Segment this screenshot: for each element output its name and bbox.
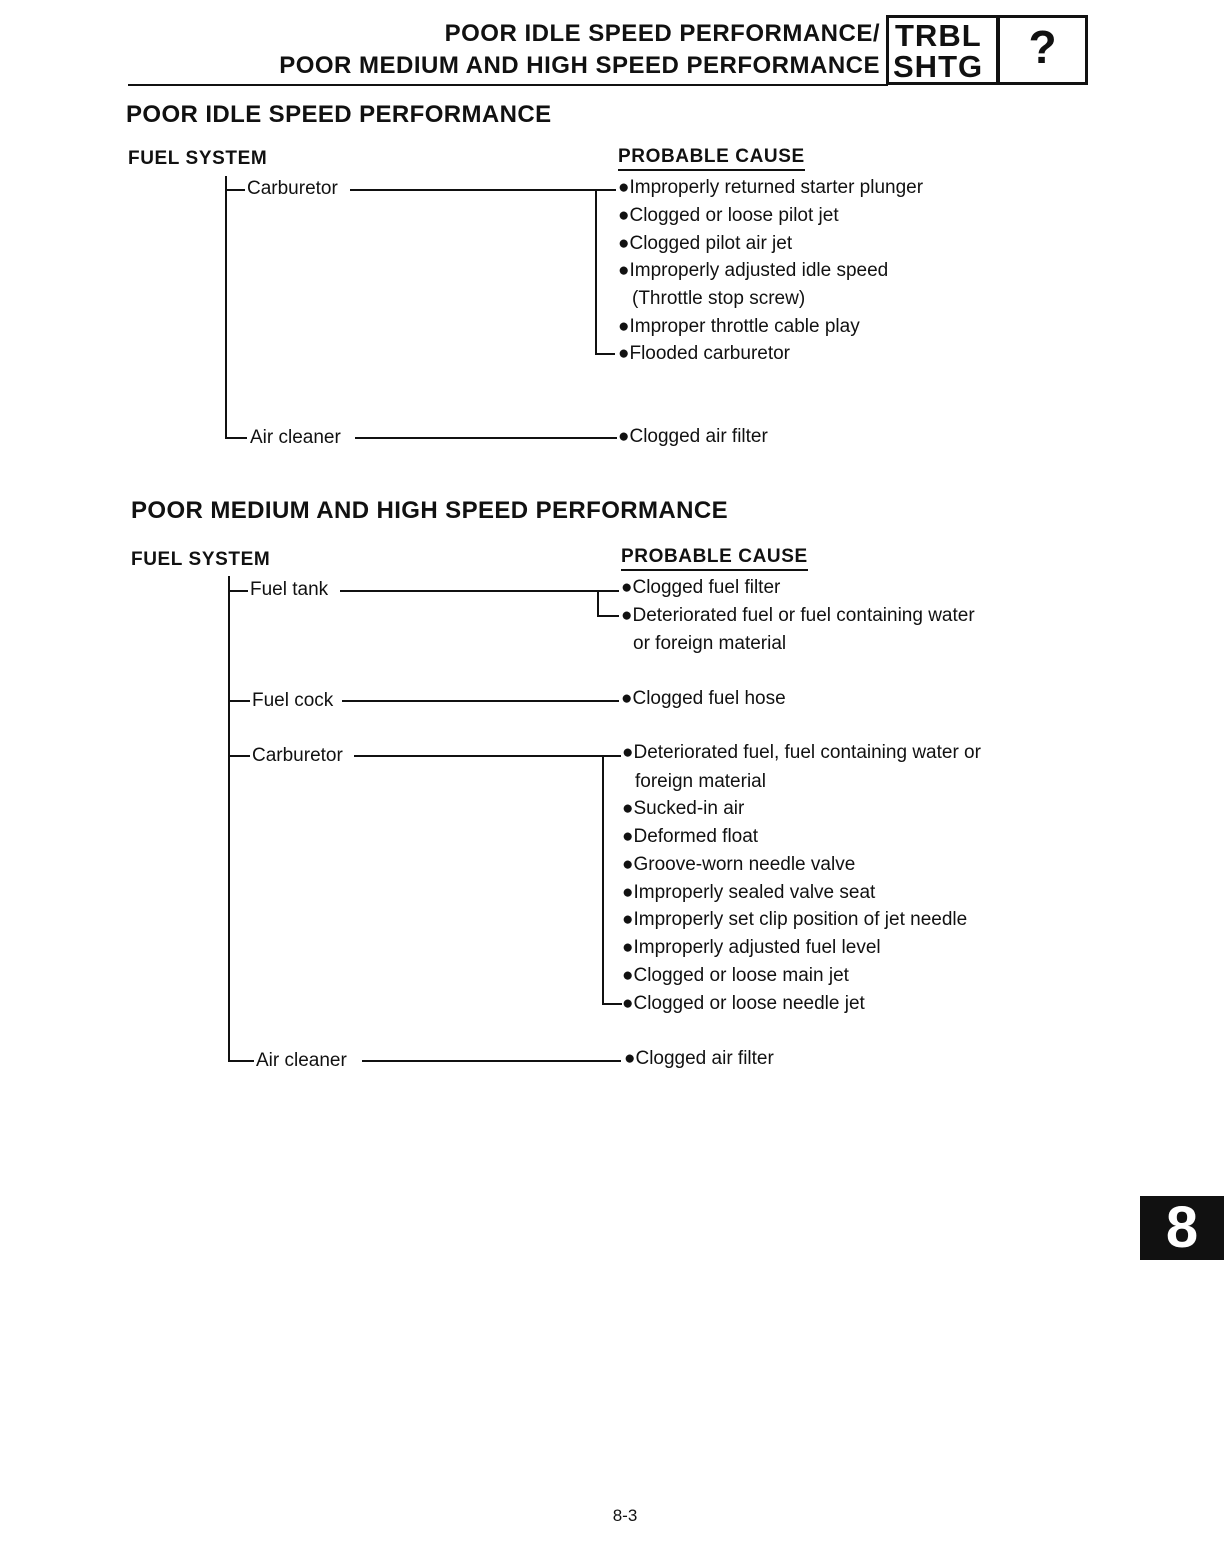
section2-carb-cause-1-cont: foreign material <box>635 771 766 792</box>
tab-line2: SHTG <box>893 49 984 84</box>
section1-cause-1: ●Improperly returned starter plunger <box>618 177 924 198</box>
section2-carb-cause-6: ●Improperly set clip position of jet needle <box>622 909 968 930</box>
section2-carburetor-bracket-foot <box>602 1003 622 1005</box>
section2-carb-cause-7: ●Improperly adjusted fuel level <box>622 937 881 958</box>
section2-fuel-tank-bracket <box>597 590 599 616</box>
section2-leader-fuel-cock <box>342 700 619 702</box>
section2-carburetor-label: Carburetor <box>250 745 347 767</box>
section2-fuel-cock-label: Fuel cock <box>250 690 337 712</box>
section2-tree-trunk <box>228 576 230 1061</box>
section2-cause-header: PROBABLE CAUSE <box>621 546 808 571</box>
section2-fuel-cock-cause: ●Clogged fuel hose <box>621 688 786 709</box>
section1-carburetor-bracket-foot <box>595 353 615 355</box>
section2-branch-air-cleaner <box>228 1060 254 1062</box>
section2-carb-cause-5: ●Improperly sealed valve seat <box>622 882 876 903</box>
chapter-tab: 8 <box>1140 1196 1224 1260</box>
section2-leader-carburetor <box>354 755 621 757</box>
section1-title: POOR IDLE SPEED PERFORMANCE <box>126 101 552 128</box>
section1-cause-4: ●Improperly adjusted idle speed <box>618 260 889 281</box>
section2-leader-fuel-tank <box>340 590 619 592</box>
section2-leader-air-cleaner <box>362 1060 621 1062</box>
section2-branch-fuel-tank <box>228 590 250 592</box>
section1-tree-trunk <box>225 176 227 438</box>
section2-carb-cause-8: ●Clogged or loose main jet <box>622 965 849 986</box>
section1-cause-3: ●Clogged pilot air jet <box>618 233 793 254</box>
section2-fuel-tank-bracket-foot <box>597 615 619 617</box>
section2-carb-cause-2: ●Sucked-in air <box>622 798 745 819</box>
header-title-line1: POOR IDLE SPEED PERFORMANCE/ <box>444 20 880 47</box>
section2-carburetor-bracket <box>602 755 604 1004</box>
header-title-line2: POOR MEDIUM AND HIGH SPEED PERFORMANCE <box>279 52 880 79</box>
section2-title: POOR MEDIUM AND HIGH SPEED PERFORMANCE <box>131 497 729 524</box>
header-rule <box>128 84 888 86</box>
section1-branch-carburetor <box>225 189 247 191</box>
section2-air-cleaner-label: Air cleaner <box>254 1050 351 1072</box>
section2-fuel-tank-label: Fuel tank <box>248 579 332 601</box>
section1-system-label: FUEL SYSTEM <box>128 148 268 169</box>
section2-branch-carburetor <box>228 755 250 757</box>
trbl-shtg-tab <box>886 15 999 85</box>
section1-air-cleaner-cause: ●Clogged air filter <box>618 426 768 447</box>
section2-system-label: FUEL SYSTEM <box>131 549 271 570</box>
section2-fuel-tank-cause-2: ●Deteriorated fuel or fuel containing water <box>621 605 975 626</box>
section1-cause-4-detail: (Throttle stop screw) <box>632 288 806 309</box>
section2-carb-cause-3: ●Deformed float <box>622 826 759 847</box>
section2-fuel-tank-cause-1: ●Clogged fuel filter <box>621 577 781 598</box>
troubleshooting-symbol-box <box>997 15 1088 85</box>
section1-branch-air-cleaner <box>225 437 247 439</box>
section1-cause-2: ●Clogged or loose pilot jet <box>618 205 839 226</box>
section1-carburetor-bracket <box>595 189 597 354</box>
section1-leader-carburetor <box>350 189 616 191</box>
section1-cause-6: ●Flooded carburetor <box>618 343 791 364</box>
page-number: 8-3 <box>612 1506 638 1525</box>
section2-fuel-tank-cause-2-cont: or foreign material <box>633 633 787 654</box>
section1-cause-5: ●Improper throttle cable play <box>618 316 860 337</box>
section1-carburetor-label: Carburetor <box>245 178 342 200</box>
section1-air-cleaner-label: Air cleaner <box>248 427 345 449</box>
section1-leader-air-cleaner <box>355 437 617 439</box>
section1-cause-header: PROBABLE CAUSE <box>618 146 805 171</box>
tab-line1: TRBL <box>895 18 982 53</box>
section2-air-cleaner-cause: ●Clogged air filter <box>624 1048 774 1069</box>
section2-carb-cause-1: ●Deteriorated fuel, fuel containing water or <box>622 742 981 763</box>
question-mark-icon: ? <box>1028 21 1057 73</box>
section2-branch-fuel-cock <box>228 700 250 702</box>
section2-carb-cause-4: ●Groove-worn needle valve <box>622 854 856 875</box>
section2-carb-cause-9: ●Clogged or loose needle jet <box>622 993 865 1014</box>
